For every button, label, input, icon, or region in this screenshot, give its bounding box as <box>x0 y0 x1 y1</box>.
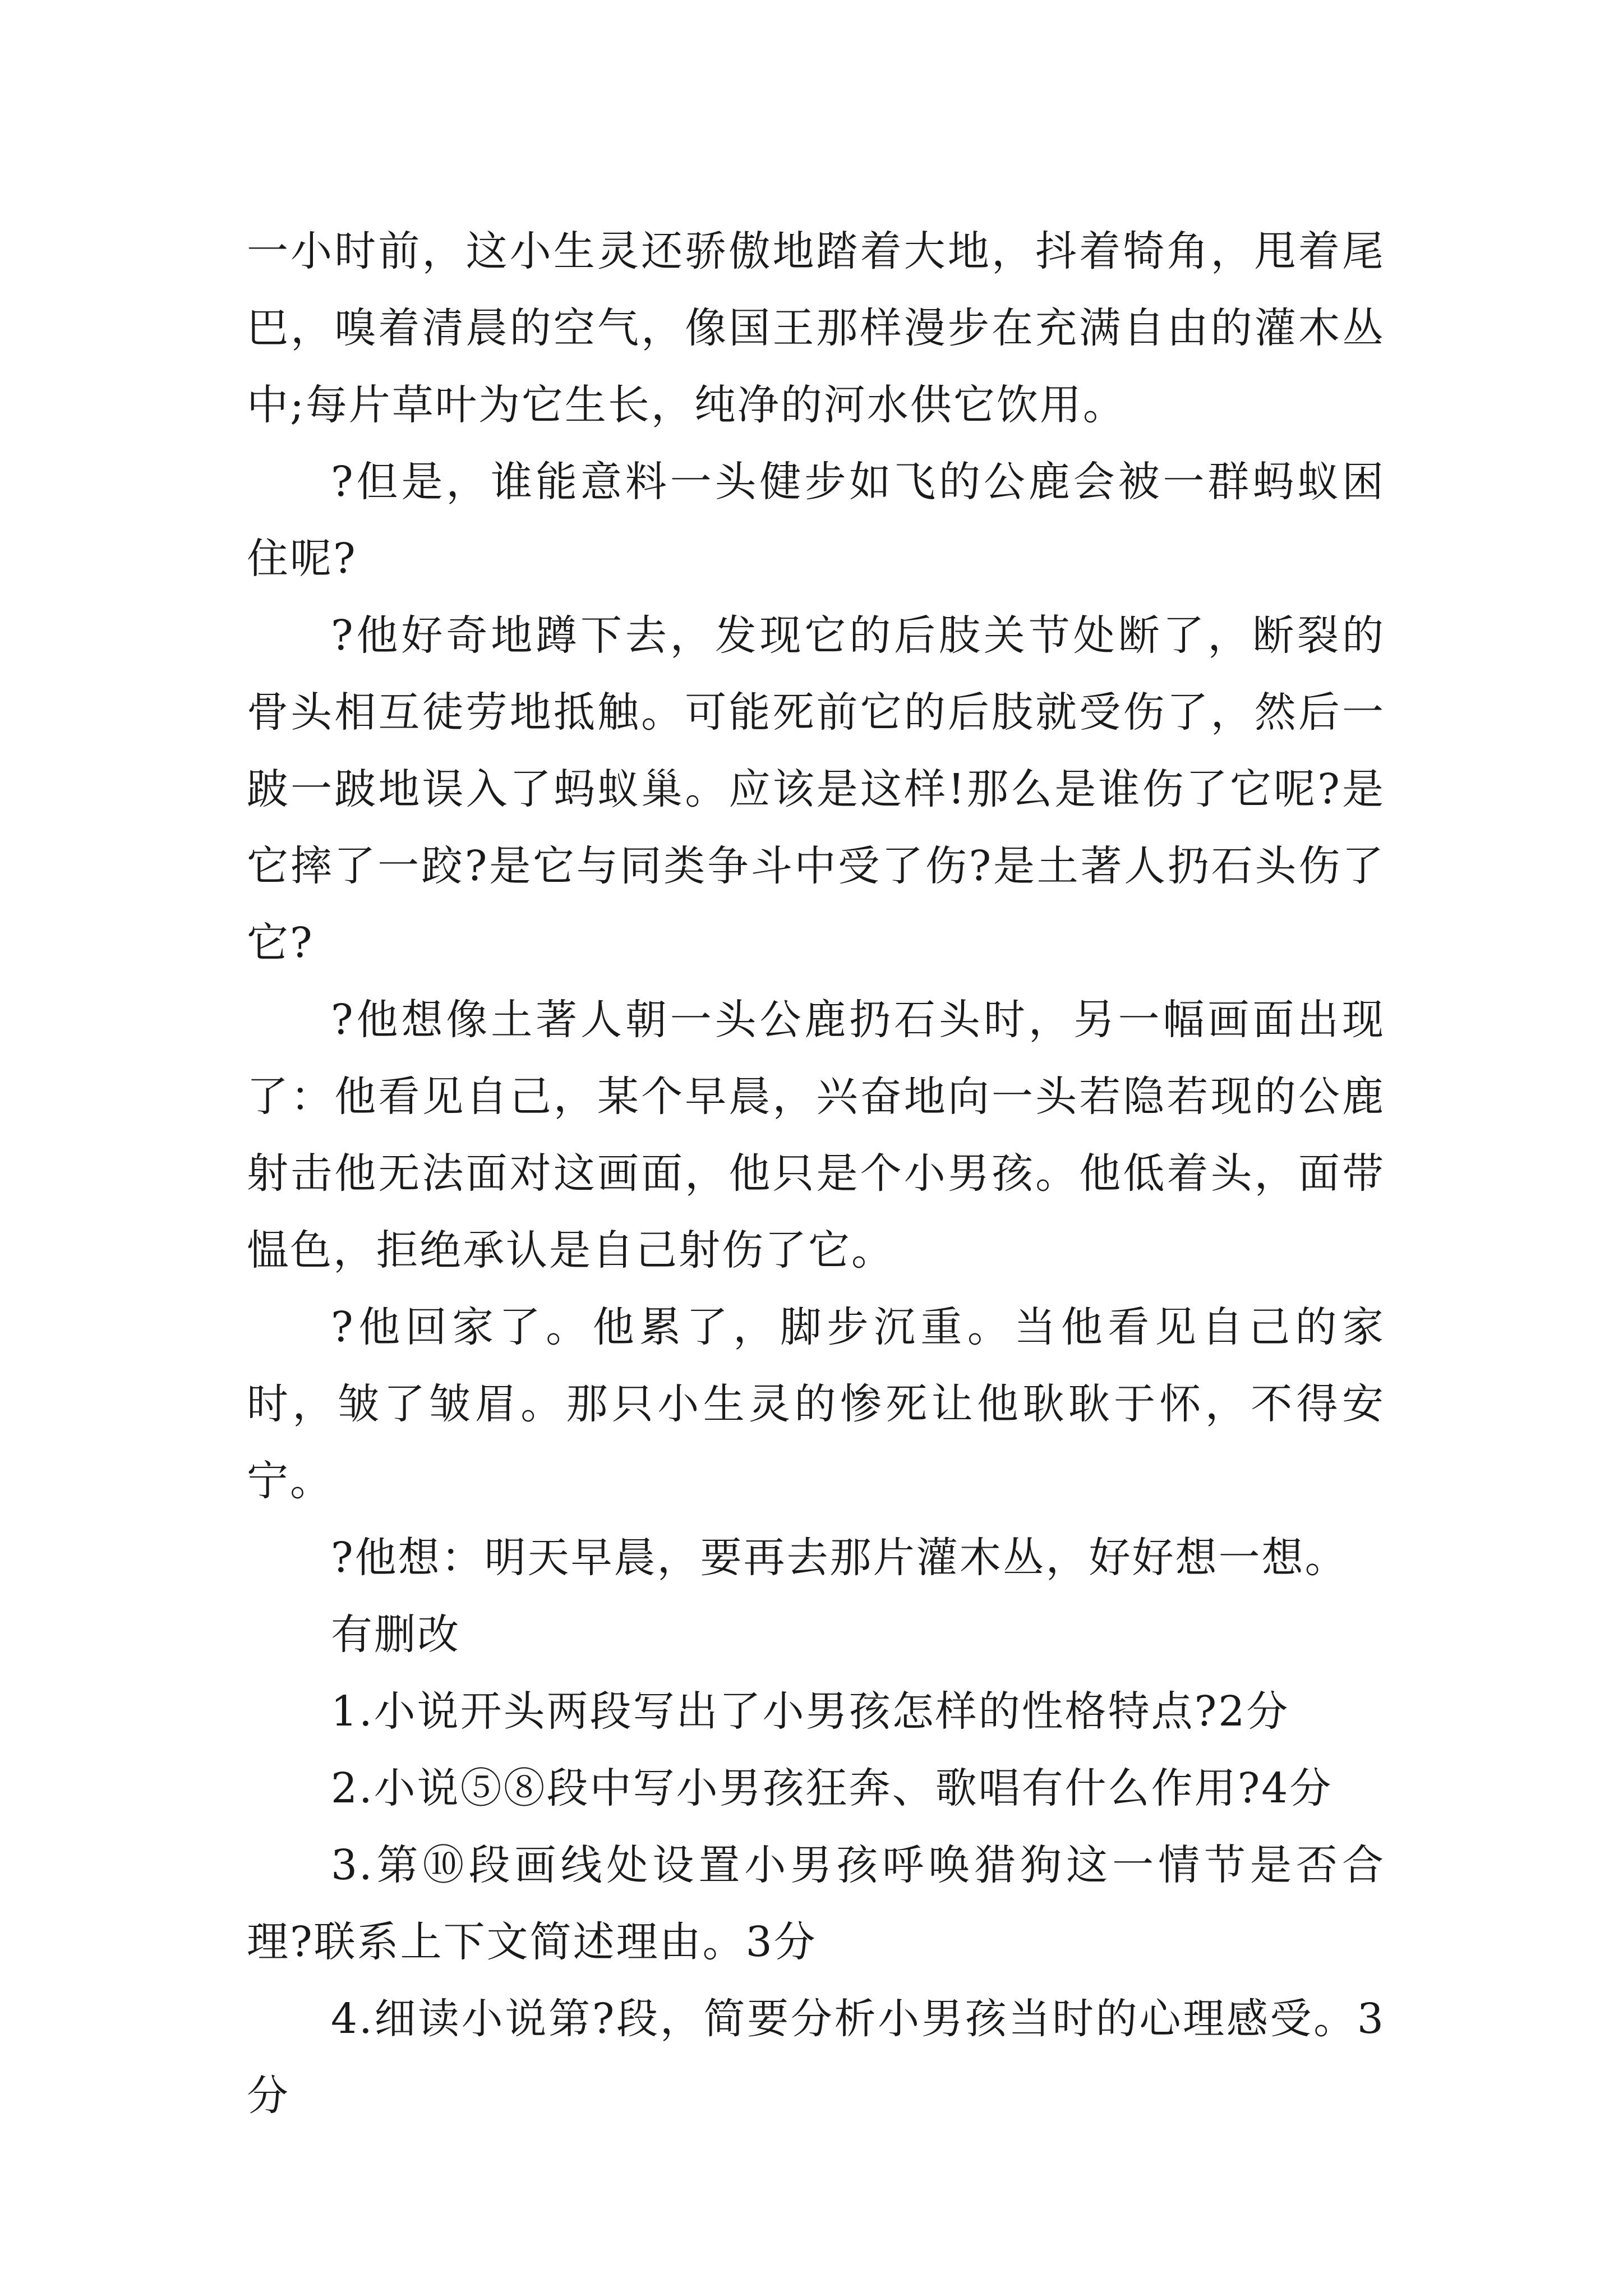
paragraph: 一小时前，这小生灵还骄傲地踏着大地，抖着犄角，甩着尾巴，嗅着清晨的空气，像国王那样漫步在充满自由的灌木丛中;每片草叶为它生长，纯净的河水供它饮用。 <box>247 227 1385 429</box>
question-1: 1.小说开头两段写出了小男孩怎样的性格特点?2分 <box>331 1687 1290 1736</box>
paragraph: ?但是，谁能意料一头健步如飞的公鹿会被一群蚂蚁困住呢? <box>247 458 1385 583</box>
question-4: 4.细读小说第?段，简要分析小男孩当时的心理感受。3分 <box>247 1995 1385 2120</box>
paragraph: ?他想像土著人朝一头公鹿扔石头时，另一幅画面出现了：他看见自己，某个早晨，兴奋地向一头若隐若现的公鹿射击他无法面对这画面，他只是个小男孩。他低着头，面带愠色，拒绝承认是自己射伤了它。 <box>247 996 1385 1274</box>
source-note: 有删改 <box>331 1611 460 1659</box>
paragraph: ?他想：明天早晨，要再去那片灌木丛，好好想一想。 <box>331 1534 1348 1582</box>
document-body <box>247 213 1385 2134</box>
paragraph: ?他回家了。他累了，脚步沉重。当他看见自己的家时，皱了皱眉。那只小生灵的惨死让他耿耿于怀，不得安宁。 <box>247 1303 1385 1505</box>
paragraph: ?他好奇地蹲下去，发现它的后肢关节处断了，断裂的骨头相互徒劳地抵触。可能死前它的后肢就受伤了，然后一跛一跛地误入了蚂蚁巢。应该是这样!那么是谁伤了它呢?是它摔了一跤?是它与同类争斗中受了伤?是土著人扔石头伤了它? <box>247 611 1385 967</box>
question-3: 3.第⑩段画线处设置小男孩呼唤猎狗这一情节是否合理?联系上下文简述理由。3分 <box>247 1841 1385 1966</box>
question-2: 2.小说⑤⑧段中写小男孩狂奔、歌唱有什么作用?4分 <box>331 1764 1333 1812</box>
